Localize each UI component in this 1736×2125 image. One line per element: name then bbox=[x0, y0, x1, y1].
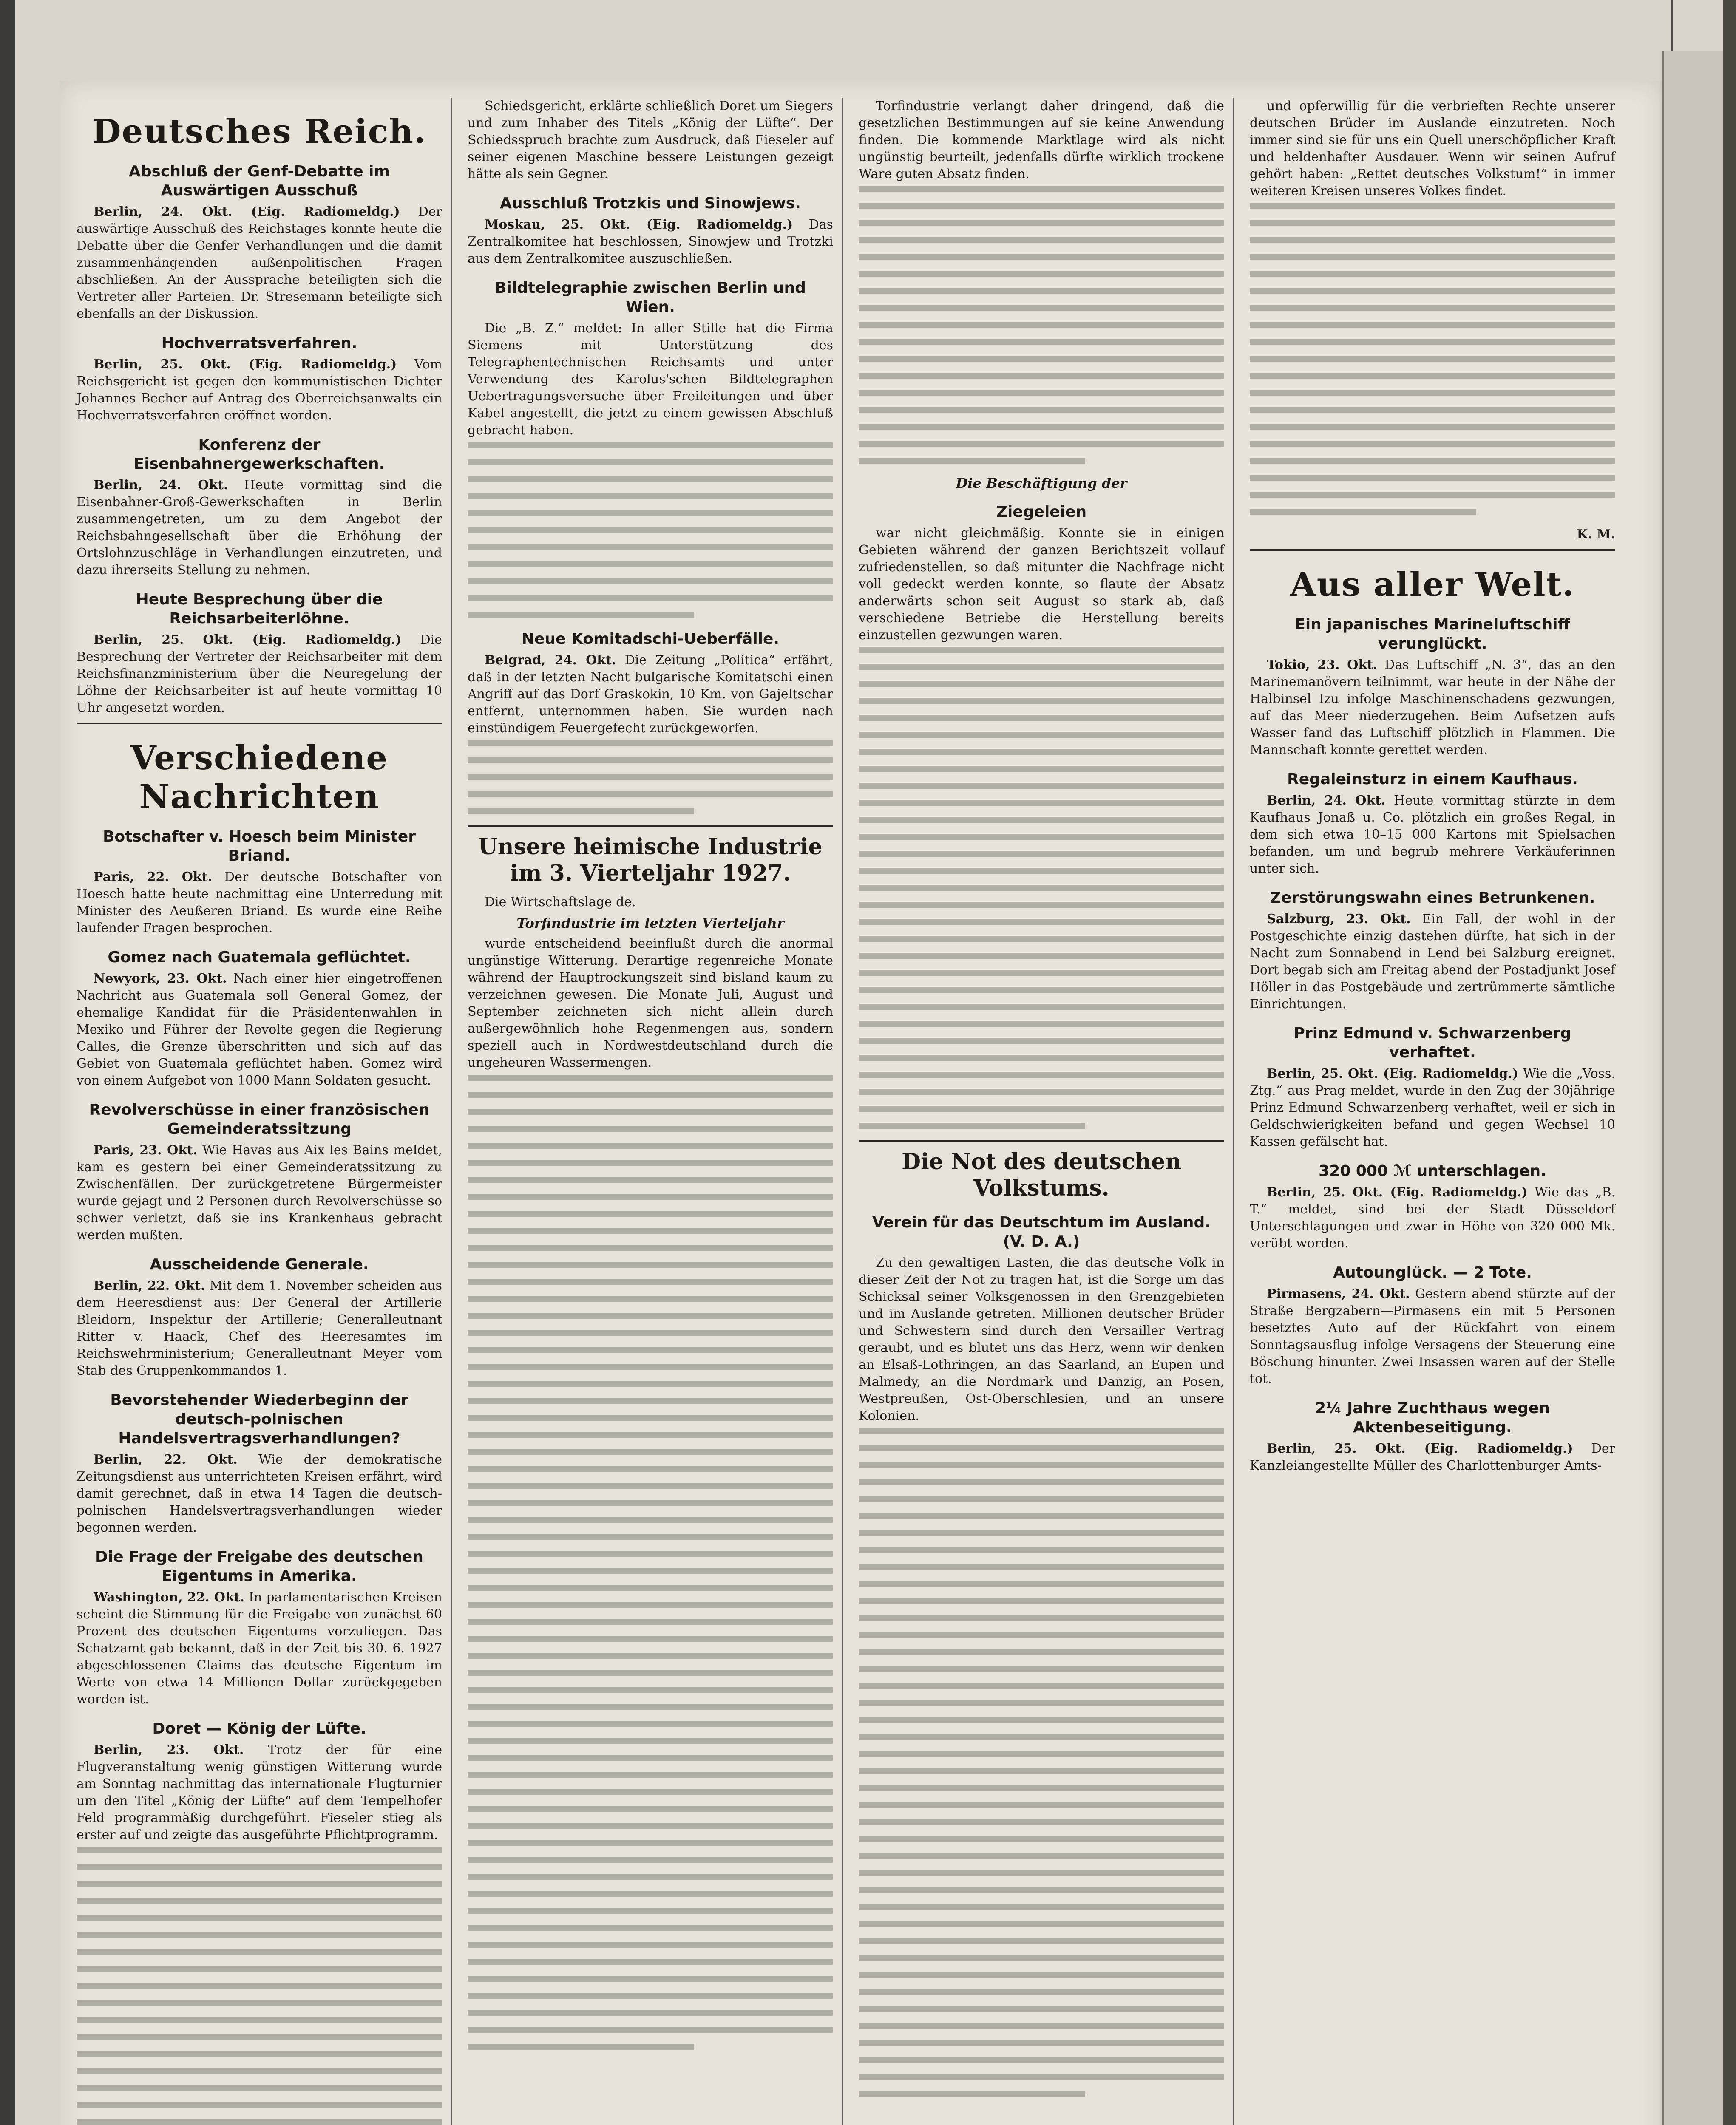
article-headline: Konferenz der Eisenbahnergewerkschaften. bbox=[133, 436, 385, 473]
column-1 bbox=[77, 98, 442, 2125]
article-headline: Regaleinsturz in einem Kaufhaus. bbox=[1287, 771, 1578, 788]
article-text: Die Besprechung der Vertreter der Reichsarbeiter mit dem Reichsfinanzministerium über die Neuregelung der Löhne der Reichsarbeiter ist auf heute vormittag 10 Uhr angesetzt worden. bbox=[77, 632, 442, 715]
article-body bbox=[77, 632, 442, 717]
dateline: Berlin, 24. Okt. bbox=[94, 478, 228, 493]
article-headline: Prinz Edmund v. Schwarzenberg verhaftet. bbox=[1293, 1025, 1571, 1061]
article-body bbox=[77, 1142, 442, 1244]
article bbox=[1250, 888, 1615, 1013]
subhead-title: Ziegeleien bbox=[996, 503, 1087, 521]
section-title: Aus aller Welt. bbox=[1290, 565, 1575, 604]
dateline: Berlin, 22. Okt. bbox=[94, 1278, 205, 1293]
newspaper-page bbox=[60, 81, 1662, 2125]
column-3 bbox=[859, 98, 1224, 2108]
illegible-text-block bbox=[859, 186, 1224, 464]
article-text: Der Kanzleiangestellte Müller des Charlottenburger Amts- bbox=[1250, 1441, 1615, 1473]
article-headline: Doret — König der Lüfte. bbox=[152, 1720, 366, 1737]
column-rule bbox=[1233, 98, 1234, 2125]
article-body bbox=[77, 477, 442, 579]
article-headline: Bevorstehender Wiederbeginn der deutsch-polnischen Handelsvertragsverhandlungen? bbox=[110, 1391, 408, 1447]
article-headline: Autounglück. — 2 Tote. bbox=[1333, 1264, 1532, 1281]
article bbox=[468, 194, 833, 267]
article-continuation: und opferwillig für die verbrieften Rechte unserer deutschen Brüder im Auslande einzutreten. Noch immer sind sie für uns ein Quell unerschöpflicher Kraft und heldenhafter Ausdauer. Wenn wir seinen Aufruf gehört haben: „Rettet deutsches Volkstum!“ in immer weiteren Kreisen unseres Volkes findet. bbox=[1250, 99, 1615, 198]
subhead: Die Beschäftigung der bbox=[956, 475, 1127, 491]
column-4 bbox=[1250, 98, 1615, 1477]
illegible-text-block bbox=[859, 1428, 1224, 2097]
article bbox=[77, 590, 442, 717]
article-body bbox=[1250, 1184, 1615, 1252]
article bbox=[1250, 1399, 1615, 1474]
article bbox=[77, 1255, 442, 1380]
article-headline: Die Frage der Freigabe des deutschen Eigentums in Amerika. bbox=[95, 1548, 423, 1585]
article-text: In parlamentarischen Kreisen scheint die Stimmung für die Freigabe von zunächst 60 Prozent des deutschen Eigentums vorzuliegen. Das Schatzamt gab bekannt, daß in der Zeit bis 30. 6. 1927 abgeschlossenen Claims das deutsche Eigentum im Werte von etwa 14 Millionen Dollar zurückgegeben worden ist. bbox=[77, 1590, 442, 1707]
dateline: Belgrad, 24. Okt. bbox=[485, 653, 616, 668]
divider bbox=[859, 1140, 1224, 1142]
dateline: Salzburg, 23. Okt. bbox=[1267, 912, 1411, 926]
feature-title: Die Not des deutschen Volkstums. bbox=[901, 1149, 1182, 1201]
article bbox=[77, 1719, 442, 1844]
dateline: Pirmasens, 24. Okt. bbox=[1267, 1286, 1410, 1301]
article-body bbox=[468, 652, 833, 737]
article-headline: Gomez nach Guatemala geflüchtet. bbox=[108, 949, 411, 966]
article-text: Der auswärtige Ausschuß des Reichstages konnte heute die Debatte über die Genfer Verhandlungen und die damit zusammenhängenden außenpolitischen Fragen abschließen. An der Aussprache beteiligten sich die Vertreter aller Parteien. Dr. Stresemann beteiligte sich ebenfalls an der Diskussion. bbox=[77, 204, 442, 321]
article-body bbox=[77, 869, 442, 937]
article-body bbox=[77, 1451, 442, 1536]
article-text: Gestern abend stürzte auf der Straße Bergzabern—Pirmasens ein mit 5 Personen besetztes Auto auf der Rückfahrt von einem Sonntagsausflug infolge Versagens der Steuerung eine Böschung hinunter. Zwei Insassen waren auf der Stelle tot. bbox=[1250, 1286, 1616, 1386]
dateline: Newyork, 23. Okt. bbox=[94, 971, 227, 986]
dateline: Moskau, 25. Okt. (Eig. Radiomeldg.) bbox=[485, 217, 793, 232]
article-headline: Ausscheidende Generale. bbox=[150, 1256, 369, 1273]
dateline: Berlin, 24. Okt. (Eig. Radiomeldg.) bbox=[94, 204, 400, 219]
illegible-text-block bbox=[859, 647, 1224, 1129]
dateline: Berlin, 24. Okt. bbox=[1267, 793, 1386, 808]
divider bbox=[1250, 549, 1615, 551]
article-text: Die Zeitung „Politica“ erfährt, daß in der letzten Nacht bulgarische Komitatschi einen Angriff auf das Dorf Graskokin, 10 Km. von Gajeltschar entfernt, unternommen haben. Sie wurden nach einstündigem Feuergefecht zurückgeworfen. bbox=[468, 653, 833, 736]
article bbox=[77, 1547, 442, 1708]
article-body bbox=[77, 970, 442, 1089]
dateline: Berlin, 25. Okt. (Eig. Radiomeldg.) bbox=[1267, 1185, 1528, 1200]
article bbox=[1250, 1024, 1615, 1150]
divider bbox=[77, 722, 442, 724]
feature-intro: Die Wirtschaftslage de. bbox=[485, 894, 636, 910]
feature-subhead: Verein für das Deutschtum im Ausland. (V. D. A.) bbox=[872, 1213, 1211, 1250]
article-body bbox=[77, 1278, 442, 1380]
illegible-text-block bbox=[468, 1075, 833, 2050]
article-text: Mit dem 1. November scheiden aus dem Heeresdienst aus: Der General der Artillerie Bleidorn, Inspektur der Artillerie; Generalleutnant Ritter v. Haack, Chef des Heeresamtes im Reichswehrministerium; Generalleutnant Meyer vom Stab des Gruppenkommandos 1. bbox=[77, 1278, 442, 1378]
article-headline: Botschafter v. Hoesch beim Minister Briand. bbox=[102, 828, 416, 864]
article-headline: Revolverschüsse in einer französischen Gemeinderatssitzung bbox=[89, 1101, 430, 1138]
article-headline: Hochverratsverfahren. bbox=[161, 334, 357, 352]
article-text: Das Zentralkomitee hat beschlossen, Sinowjew und Trotzki aus dem Zentralkomitee auszuschließen. bbox=[468, 217, 833, 266]
article-headline: Bildtelegraphie zwischen Berlin und Wien. bbox=[495, 279, 806, 316]
article-text: Heute vormittag stürzte in dem Kaufhaus Jonaß u. Co. plötzlich ein großes Regal, in dem sich etwa 10–15 000 Kartons mit Spielsachen befanden, um und begrub mehrere Verkäuferinnen unter sich. bbox=[1250, 793, 1615, 876]
illegible-text-block bbox=[1250, 203, 1615, 515]
feature-title: Unsere heimische Industrie im 3. Vierteljahr 1927. bbox=[478, 834, 823, 887]
article-body bbox=[1250, 1065, 1615, 1150]
dateline: Berlin, 25. Okt. (Eig. Radiomeldg.) bbox=[94, 632, 402, 647]
article-headline: 2¼ Jahre Zuchthaus wegen Aktenbeseitigung. bbox=[1315, 1400, 1550, 1436]
article-text: Wie Havas aus Aix les Bains meldet, kam es gestern bei einer Gemeinderatssitzung zu Zwischenfällen. Der zurückgetretene Bürgermeister wurde gejagt und 2 Personen durch Revolverschüsse so schwer verletzt, daß sie ins Krankenhaus gebracht werden mußten. bbox=[77, 1143, 443, 1243]
scan-edge-left bbox=[0, 0, 15, 2125]
article-headline: Zerstörungswahn eines Betrunkenen. bbox=[1270, 889, 1595, 907]
feature-body: Zu den gewaltigen Lasten, die das deutsche Volk in dieser Zeit der Not zu tragen hat, ist die Sorge um das Schicksal seiner Volksgenossen in den Grenzgebieten und im Auslande getreten. Millionen deutscher Brüder und Schwestern sind durch den Versailler Vertrag geraubt, und es blutet uns das Herz, wenn wir denken an Elsaß-Lothringen, an das Saarland, an Eupen und Malmedy, an die Nordmark und Danzig, an Posen, Westpreußen, Ost-Oberschlesien, und an unsere Kolonien. bbox=[859, 1255, 1224, 1423]
article-headline: Ein japanisches Marineluftschiff verunglückt. bbox=[1295, 616, 1570, 652]
article-body bbox=[468, 216, 833, 267]
article-body bbox=[77, 204, 442, 323]
article-text: Ein Fall, der wohl in der Postgeschichte einzig dastehen dürfte, hat sich in der Nacht zum Sonnabend in Lend bei Salzburg ereignet. Dort begab sich am Freitag abend der Postadjunkt Josef Höller in das Postgebäude und zertrümmerte sämtliche Einrichtungen. bbox=[1250, 912, 1615, 1012]
article-body bbox=[1250, 657, 1615, 759]
article-text: Wie die „Voss. Ztg.“ aus Prag meldet, wurde in den Zug der 30jährige Prinz Edmund Schwarzenberg verhaftet, weil er sich in Geldschwierigkeiten befand und gegen Wechsel 10 Kassen gefälscht hat. bbox=[1250, 1066, 1615, 1149]
column-rule bbox=[842, 98, 843, 2125]
article-body bbox=[1250, 1286, 1615, 1388]
section-title: Verschiedene Nachrichten bbox=[130, 739, 388, 816]
article-body: Die „B. Z.“ meldet: In aller Stille hat die Firma Siemens mit Unterstützung des Telegraphentechnischen Reichsamts und unter Verwendung des Karolus'schen Bildtelegraphen Uebertragungsversuche über Freileitungen und über Kabel angestellt, die jetzt zu einem gewissen Abschluß gebracht haben. bbox=[468, 321, 833, 438]
divider bbox=[468, 825, 833, 827]
article bbox=[77, 827, 442, 937]
article-text: Das Luftschiff „N. 3“, das an den Marinemanövern teilnimmt, war heute in der Nähe der Halbinsel Izu infolge Maschinenschadens gezwungen, auf das Meer niederzugehen. Beim Aufsetzen aufs Wasser fand das Luftschiff plötzlich in Flammen. Die Mannschaft konnte gerettet werden. bbox=[1250, 657, 1615, 757]
article bbox=[77, 1100, 442, 1244]
article bbox=[77, 162, 442, 323]
article-continuation: Torfindustrie verlangt daher dringend, daß die gesetzlichen Bestimmungen auf sie keine Anwendung finden. Die kommende Marktlage wird als nicht ungünstig beurteilt, jedenfalls dürfte wirklich trockene Ware guten Absatz finden. bbox=[859, 99, 1224, 181]
article-body bbox=[77, 1589, 442, 1708]
article bbox=[1250, 1263, 1615, 1388]
article bbox=[77, 1391, 442, 1536]
illegible-text-block bbox=[77, 1847, 442, 2125]
article bbox=[1250, 1162, 1615, 1252]
dateline: Berlin, 22. Okt. bbox=[94, 1452, 238, 1467]
dateline: Paris, 22. Okt. bbox=[94, 870, 212, 884]
article-body bbox=[1250, 911, 1615, 1013]
dateline: Washington, 22. Okt. bbox=[94, 1590, 244, 1605]
dateline: Berlin, 25. Okt. (Eig. Radiomeldg.) bbox=[1267, 1066, 1518, 1081]
article-body bbox=[1250, 792, 1615, 877]
column-rule bbox=[451, 98, 452, 2125]
scan-edge-right bbox=[1723, 0, 1736, 2125]
article-text: Der deutsche Botschafter von Hoesch hatte heute nachmittag eine Unterredung mit Minister des Aeußeren Briand. Es wurde eine Reihe laufender Fragen besprochen. bbox=[77, 870, 442, 935]
section-title: Deutsches Reich. bbox=[92, 112, 427, 151]
article-body bbox=[1250, 1440, 1615, 1474]
article bbox=[77, 435, 442, 579]
article bbox=[1250, 615, 1615, 759]
dateline: Berlin, 25. Okt. (Eig. Radiomeldg.) bbox=[1267, 1441, 1573, 1456]
illegible-text-block bbox=[468, 740, 833, 814]
article-text: Wie das „B. T.“ meldet, sind bei der Stadt Düsseldorf Unterschlagungen und zwar in Höhe von 320 000 Mk. verübt worden. bbox=[1250, 1185, 1615, 1251]
signature: K. M. bbox=[1577, 527, 1615, 542]
adjacent-page-edge bbox=[1662, 51, 1725, 2125]
article-continuation: Schiedsgericht, erklärte schließlich Doret um Siegers und zum Inhaber des Titels „König der Lüfte“. Der Schiedsspruch brachte zum Ausdruck, daß Fieseler auf seiner eigenen Maschine bessere Leistungen gezeigt hätte als sein Gegner. bbox=[468, 99, 833, 181]
column-2 bbox=[468, 98, 833, 2061]
article-text: Heute vormittag sind die Eisenbahner-Groß-Gewerkschaften in Berlin zusammengetreten, um zu dem Angebot der Reichsbahngesellschaft über die Erhöhung der Ortslohnzuschläge in Verhandlungen einzutreten, und dazu ihrerseits Stellung zu nehmen. bbox=[77, 478, 442, 578]
article bbox=[77, 334, 442, 424]
article bbox=[468, 629, 833, 737]
article-text: Nach einer hier eingetroffenen Nachricht aus Guatemala soll General Gomez, der ehemalige Kandidat für die Präsidentenwahlen in Mexiko und Führer der Revolte gegen die Regierung Calles, die Grenze überschritten und sich auf das Gebiet von Guatemala geflüchtet haben. Gomez wird von einem Aufgebot von 1000 Mann Soldaten gesucht. bbox=[77, 971, 442, 1088]
illegible-text-block bbox=[468, 442, 833, 618]
article-headline: Neue Komitadschi-Ueberfälle. bbox=[521, 630, 780, 648]
article-body bbox=[77, 356, 442, 424]
article-body bbox=[77, 1742, 442, 1844]
feature-body: wurde entscheidend beeinflußt durch die anormal ungünstige Witterung. Derartige regenreiche Monate während der Hauptrockungszeit sind bisland kaum zu verzeichnen gewesen. Die Monate Juli, August und September zeichneten sich nicht allein durch außergewöhnlich hohe Regenmengen aus, sondern speziell auch in Nordwestdeutschland durch die ungeheuren Wassermengen. bbox=[468, 936, 833, 1070]
article-text: Vom Reichsgericht ist gegen den kommunistischen Dichter Johannes Becher auf Antrag des Oberreichsanwalts ein Hochverratsverfahren eröffnet worden. bbox=[77, 357, 442, 423]
article-headline: 320 000 ℳ unterschlagen. bbox=[1319, 1162, 1546, 1180]
article-text: Trotz der für eine Flugveranstaltung wenig günstigen Witterung wurde am Sonntag nachmittag das internationale Flugturnier um den Titel „König der Lüfte“ auf dem Tempelhofer Feld programmäßig durchgeführt. Fieseler stieg als erster auf und zeigte das ausgeführte Pflichtprogramm. bbox=[77, 1742, 442, 1842]
article bbox=[77, 948, 442, 1089]
article bbox=[468, 278, 833, 439]
dateline: Berlin, 23. Okt. bbox=[94, 1742, 244, 1757]
article-headline: Ausschluß Trotzkis und Sinowjews. bbox=[500, 195, 801, 212]
article bbox=[1250, 770, 1615, 877]
article-body: war nicht gleichmäßig. Konnte sie in einigen Gebieten während der ganzen Berichtszeit vollauf zufriedenstellen, so daß mitunter die Nachfrage nicht voll gedeckt werden konnte, so flaute der Absatz anderwärts schon seit August so stark ab, daß verschiedene Betriebe die Herstellung bereits einzustellen gezwungen waren. bbox=[859, 526, 1224, 643]
article-headline: Heute Besprechung über die Reichsarbeiterlöhne. bbox=[136, 591, 383, 627]
dateline: Berlin, 25. Okt. (Eig. Radiomeldg.) bbox=[94, 357, 397, 372]
dateline: Paris, 23. Okt. bbox=[94, 1143, 198, 1158]
article-text: Wie der demokratische Zeitungsdienst aus unterrichteten Kreisen erfährt, wird damit gerechnet, daß in etwa 14 Tagen die deutsch-polnischen Handelsvertragsverhandlungen wieder begonnen werden. bbox=[77, 1452, 442, 1535]
dateline: Tokio, 23. Okt. bbox=[1267, 657, 1378, 672]
article-headline: Abschluß der Genf-Debatte im Auswärtigen Ausschuß bbox=[128, 163, 390, 199]
feature-subhead: Torfindustrie im letzten Vierteljahr bbox=[516, 915, 784, 931]
